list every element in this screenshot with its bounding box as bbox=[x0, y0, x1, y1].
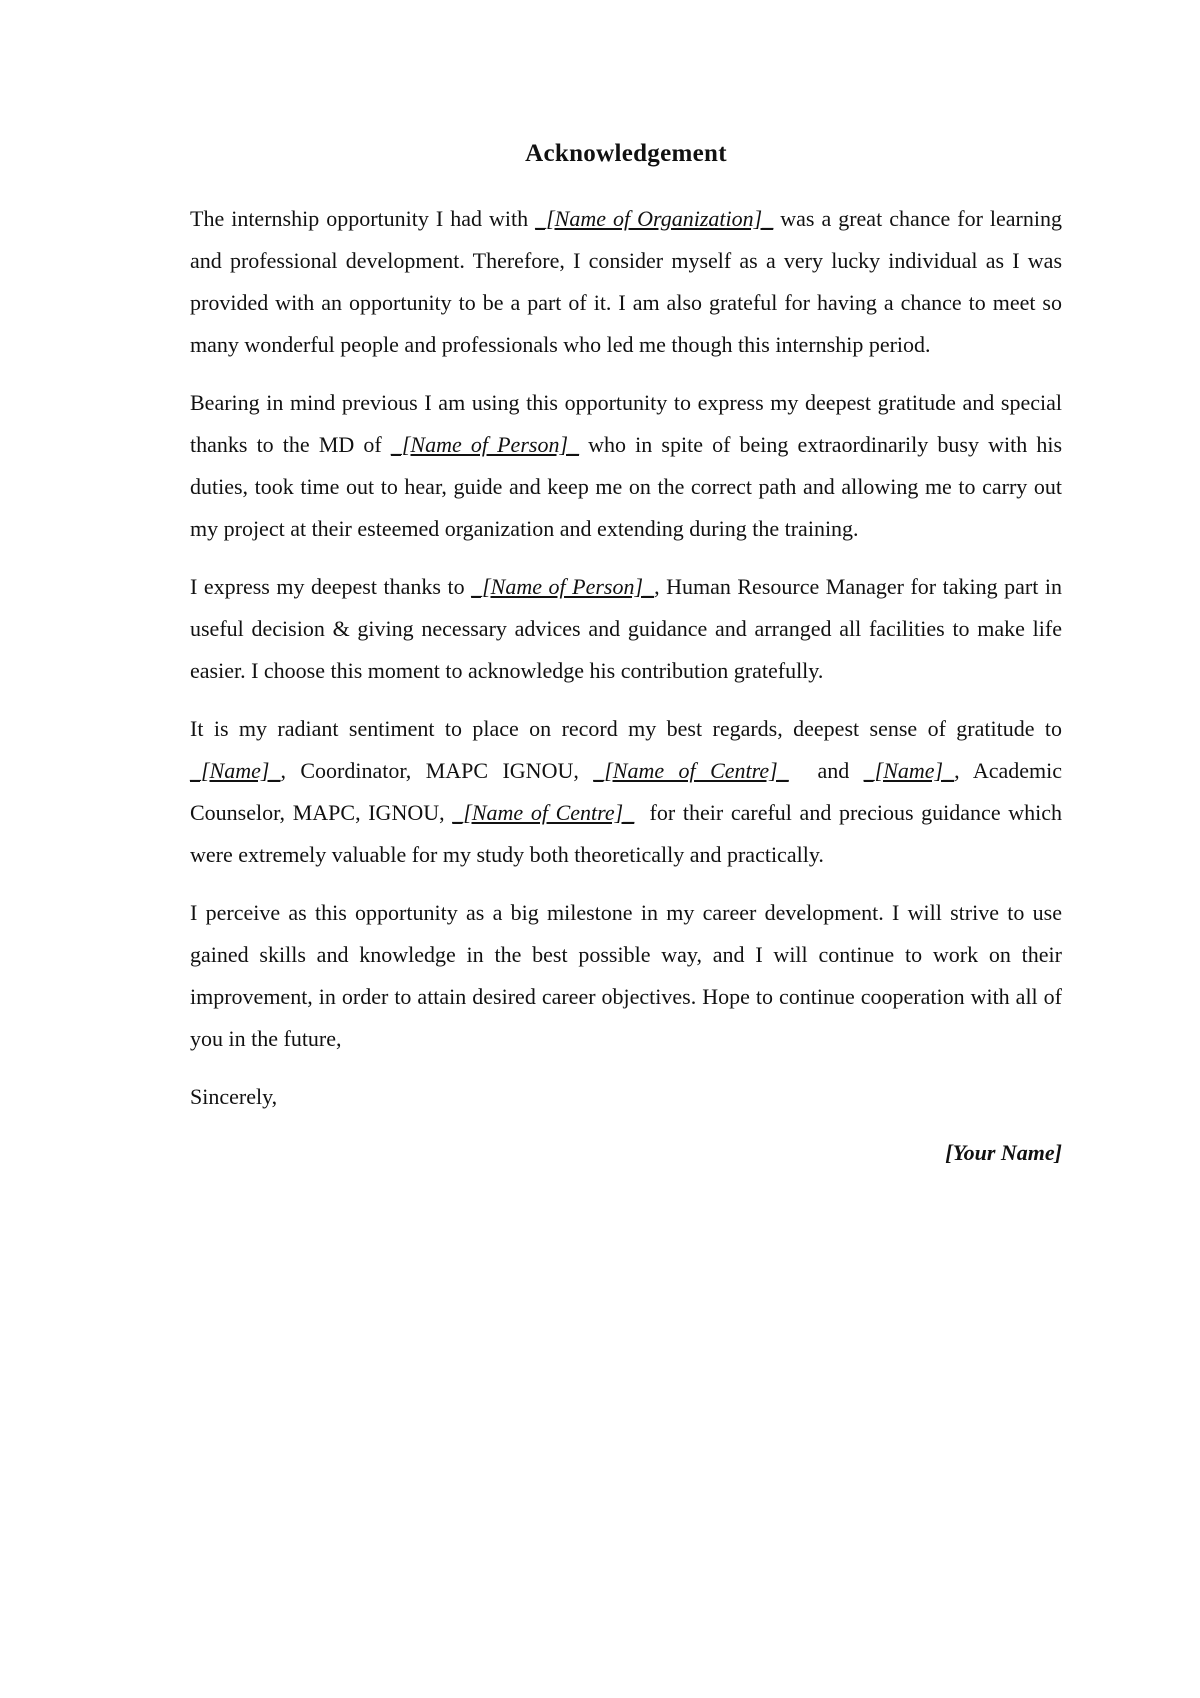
placeholder-centre-name-2: _[Name of Centre]_ bbox=[452, 800, 635, 825]
text-run: , Human Resource Manager for taking part in useful decision & giving necessary advices and guidance and arranged all facilities to make life easier. I choose this moment to acknowledge his contribution gratefully. bbox=[190, 574, 1063, 683]
text-run: and bbox=[788, 758, 864, 783]
text-run: for their careful and precious guidance which were extremely valuable for my study both theoretically and practically. bbox=[190, 800, 1068, 867]
placeholder-counselor-name: _[Name]_ bbox=[863, 758, 955, 783]
placeholder-coordinator-name: _[Name]_ bbox=[190, 758, 281, 783]
placeholder-centre-name: _[Name of Centre]_ bbox=[593, 758, 789, 783]
text-run: who in spite of being extraordinarily busy with his duties, took time out to hear, guide and keep me on the correct path and allowing me to carry out my project at their esteemed organization and extending during the training. bbox=[190, 432, 1063, 541]
text-run: Bearing in mind previous I am using this opportunity to express my deepest gratitude and special thanks to the MD of bbox=[190, 390, 1062, 457]
text-run: was a great chance for learning and professional development. Therefore, I consider myself as a very lucky individual as I was provided with an opportunity to be a part of it. I am also grateful for having a chance to meet so many wonderful people and professionals who led me though this internship period. bbox=[190, 206, 1062, 357]
text-run: , Coordinator, MAPC IGNOU, bbox=[280, 758, 594, 783]
paragraph-hr-thanks bbox=[190, 566, 1062, 692]
document-page bbox=[190, 140, 1068, 1174]
placeholder-hr-name: _[Name of Person]_ bbox=[471, 574, 655, 599]
placeholder-md-name: _[Name of Person]_ bbox=[390, 432, 580, 457]
paragraph-coordinator-thanks bbox=[190, 708, 1068, 876]
signature-name: [Your Name] bbox=[945, 1140, 1062, 1165]
text-run: The internship opportunity I had with bbox=[190, 206, 536, 231]
text-run: I express my deepest thanks to bbox=[190, 574, 472, 599]
closing-salutation: Sincerely, bbox=[190, 1084, 278, 1109]
placeholder-organization-name: _[Name of Organization]_ bbox=[535, 206, 774, 231]
paragraph-internship bbox=[190, 198, 1062, 366]
text-run: , Academic Counselor, MAPC, IGNOU, bbox=[190, 758, 1062, 825]
text-run: It is my radiant sentiment to place on record my best regards, deepest sense of gratitude to bbox=[190, 716, 1062, 741]
paragraph-milestone: I perceive as this opportunity as a big milestone in my career development. I will strive to use gained skills and knowledge in the best possible way, and I will continue to work on their improvement, in order to attain desired career objectives. Hope to continue cooperation with all of you in the future, bbox=[190, 900, 1062, 1051]
page-title: Acknowledgement bbox=[525, 140, 727, 167]
paragraph-md-thanks bbox=[190, 382, 1062, 550]
